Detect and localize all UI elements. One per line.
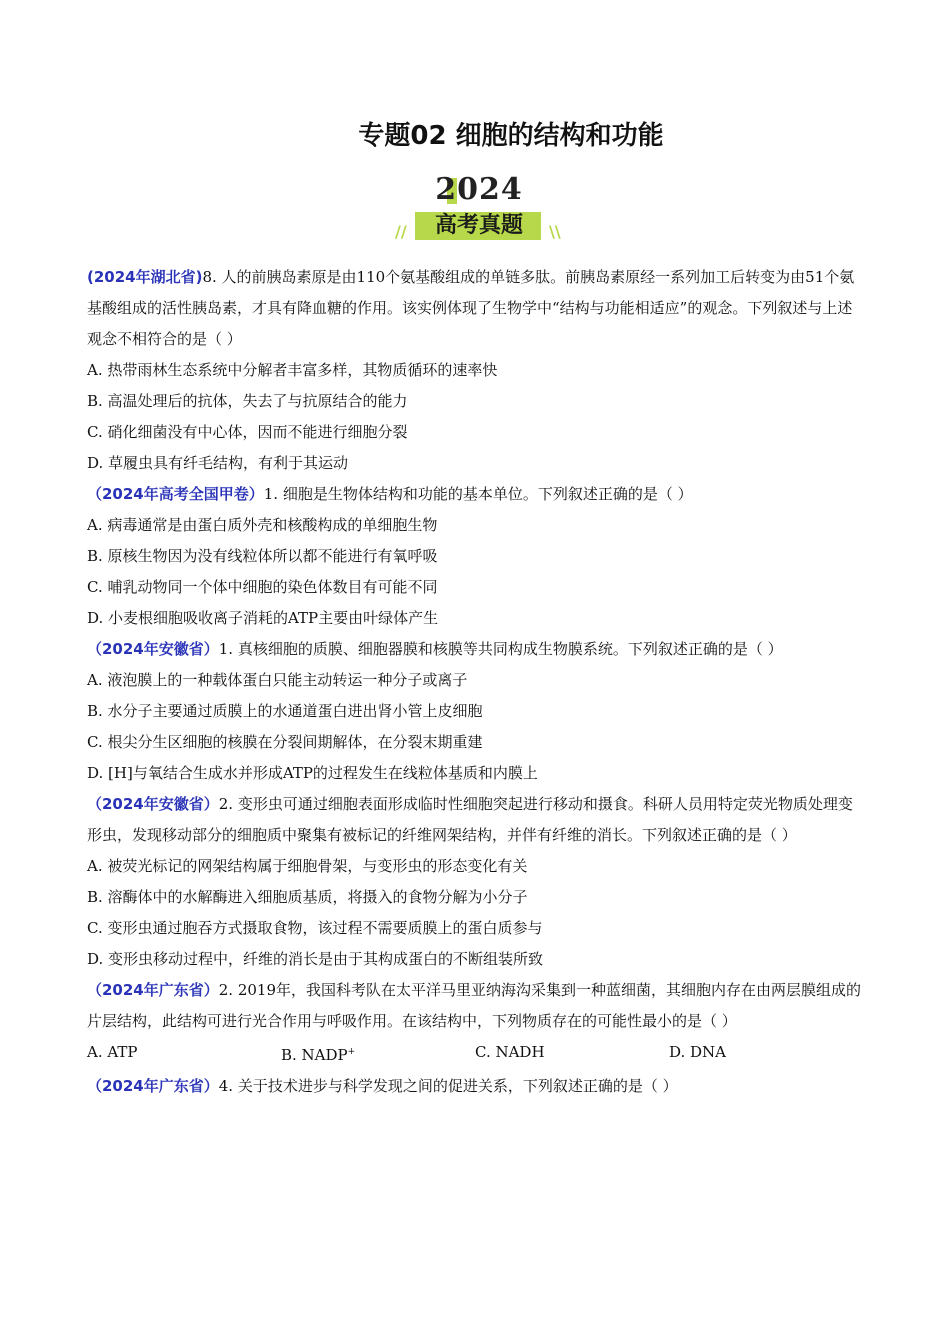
answer-option: C. 硝化细菌没有中心体，因而不能进行细胞分裂 [87,423,408,441]
question-source: （2024年广东省） [87,981,219,999]
question-stem: （2024年广东省）4. 关于技术进步与科学发现之间的促进关系，下列叙述正确的是（ ） [87,1077,678,1095]
question-source: (2024年湖北省) [87,268,203,286]
answer-option: B. 高温处理后的抗体，失去了与抗原结合的能力 [87,392,408,410]
badge-year: 2024 [435,172,523,207]
answer-option: C. NADH [475,1043,545,1061]
answer-option: B. 溶酶体中的水解酶进入细胞质基质，将摄入的食物分解为小分子 [87,888,528,906]
answer-option: A. ATP [87,1043,138,1061]
answer-option: C. 哺乳动物同一个体中细胞的染色体数目有可能不同 [87,578,438,596]
question-source: （2024年广东省） [87,1077,219,1095]
answer-option: B. 原核生物因为没有线粒体所以都不能进行有氧呼吸 [87,547,438,565]
answer-option: A. 热带雨林生态系统中分解者丰富多样，其物质循环的速率快 [87,361,498,379]
answer-option: C. 根尖分生区细胞的核膜在分裂间期解体，在分裂末期重建 [87,733,483,751]
answer-option: D. 草履虫具有纤毛结构，有利于其运动 [87,454,349,472]
answer-option: D. 变形虫移动过程中，纤维的消长是由于其构成蛋白的不断组装所致 [87,950,544,968]
answer-option: B. NADP+ [281,1046,356,1064]
answer-options-row [87,1037,865,1071]
answer-option: D. 小麦根细胞吸收离子消耗的ATP主要由叶绿体产生 [87,609,439,627]
answer-option: A. 病毒通常是由蛋白质外壳和核酸构成的单细胞生物 [87,516,438,534]
question-stem: （2024年安徽省）1. 真核细胞的质膜、细胞器膜和核膜等共同构成生物膜系统。下列叙述正确的是（ ） [87,640,783,658]
question-stem: （2024年高考全国甲卷）1. 细胞是生物体结构和功能的基本单位。下列叙述正确的是（ ） [87,485,693,503]
answer-option: D. [H]与氧结合生成水并形成ATP的过程发生在线粒体基质和内膜上 [87,764,538,782]
answer-option: A. 被荧光标记的网架结构属于细胞骨架，与变形虫的形态变化有关 [87,857,528,875]
question-stem: （2024年安徽省）2. 变形虫可通过细胞表面形成临时性细胞突起进行移动和摄食。科研人员用特定荧光物质处理变形虫，发现移动部分的细胞质中聚集有被标记的纤维网架结构，并伴有纤维的消长。下列叙述正确的是（ ） [87,795,853,844]
answer-option: C. 变形虫通过胞吞方式摄取食物，该过程不需要质膜上的蛋白质参与 [87,919,543,937]
decorative-slash-icon: \\ [549,222,561,241]
question-list [87,262,865,1102]
question-stem: （2024年广东省）2. 2019年，我国科考队在太平洋马里亚纳海沟采集到一种蓝细菌，其细胞内存在由两层膜组成的片层结构，此结构可进行光合作用与呼吸作用。在该结构中，下列物质存在的可能性最小的是（ ） [87,981,862,1030]
answer-option: D. DNA [669,1043,727,1061]
question-source: （2024年安徽省） [87,640,219,658]
answer-option: A. 液泡膜上的一种载体蛋白只能主动转运一种分子或离子 [87,671,468,689]
page-title: 专题02 细胞的结构和功能 [358,121,664,151]
decorative-slash-icon: // [395,222,407,241]
superscript-plus: + [347,1047,356,1057]
question-stem: (2024年湖北省)8. 人的前胰岛素原是由110个氨基酸组成的单链多肽。前胰岛素原经一系列加工后转变为由51个氨基酸组成的活性胰岛素，才具有降血糖的作用。该实例体现了生物学中“结构与功能相适应”的观念。下列叙述与上述观念不相符合的是（ ） [87,268,855,348]
answer-option: B. 水分子主要通过质膜上的水通道蛋白进出肾小管上皮细胞 [87,702,483,720]
exam-badge [393,172,565,250]
question-source: （2024年高考全国甲卷） [87,485,264,503]
question-source: （2024年安徽省） [87,795,219,813]
badge-label: 高考真题 [434,213,523,238]
